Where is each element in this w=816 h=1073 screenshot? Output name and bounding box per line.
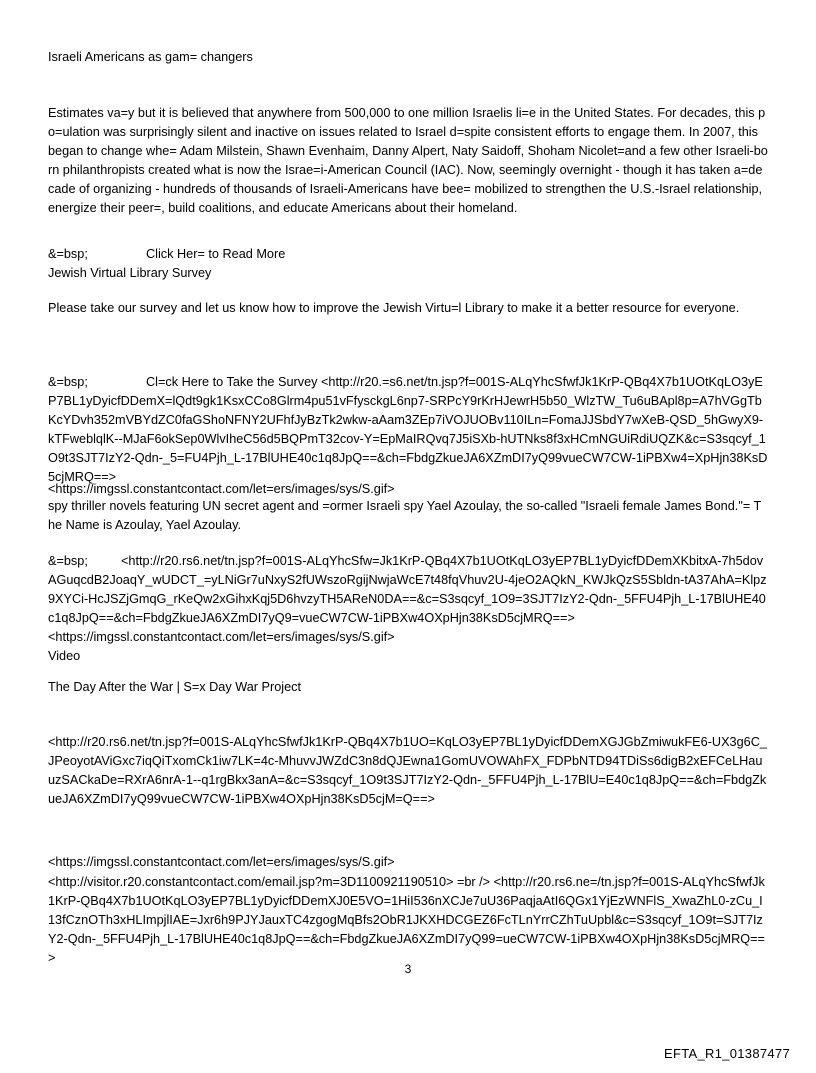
image-url[interactable]: <https://imgssl.constantcontact.com/let=ers/images/sys/S.gif>	[48, 482, 395, 496]
day-after-title: The Day After the War | S=x Day War Project	[48, 680, 302, 694]
survey-text: Please take our survey and let us know how to improve the Jewish Virtu=l Library to make it a better resource for everyone.	[48, 301, 740, 315]
bates-stamp: EFTA_R1_01387477	[664, 1046, 790, 1061]
click-here-read-more-link[interactable]: Click Her= to Read More	[146, 247, 286, 261]
tracking-link-4[interactable]: <http://visitor.r20.constantcontact.com/email.jsp?m=3D1100921190510> =br /> <http://r20.rs6.ne=/tn.jsp?f=001S-ALqYhcSfwfJk1KrP-QBq4X7b1UOtKqLO3yEP7BL1yDyicfDDemXJ0E5VO=1HiI536nXCJe7uU36PaqjaAtI6QGx1YjEzWNFlS_XwaZhL0-zCu_I13fCznOTh3xHLImpjlIAE=Jxr6h9PJYJauxTC4zgogMqBfs2ObR1JKXHDCGEZ6FcTLnYrrCZhTuUpbl&c=S3sqcyf_1O9t=SJT7IzY2-Qdn-_5FFU4Pjh_L-17BlUHE40c1q8JpQ==&ch=FbdgZkueJA6XZmDI7yQ99=ueCW7CW-1iPBXw4OXpHjn38KsD5cjMRQ==>	[48, 875, 765, 965]
video-label: Video	[48, 649, 81, 663]
nbsp-entity: &=bsp;	[48, 247, 88, 261]
survey-heading: Jewish Virtual Library Survey	[48, 266, 212, 280]
tracking-link-2[interactable]: <http://r20.rs6.net/tn.jsp?f=001S-ALqYhcSfw=Jk1KrP-QBq4X7b1UOtKqLO3yEP7BL1yDyicfDDemXKbitxA-7h5dovAGuqcdB2JoaqY_wUDCT_=yLNiGr7uNxyS2fUWszoRgijNwjaWcE7t48fqVhuv2U-4jeO2AQkN_KWJkQzS5Sbldn-tA37AhA=Klpz9XYCi-HcJSZjGmqG_rKeQw2xGihxKqj5D6hvzyTH5AReN0DA==&c=S3sqcyf_1O9=3SJT7IzY2-Qdn-_5FFU4Pjh_L-17BlUHE40c1q8JpQ==&ch=FbdgZkueJA6XZmDI7yQ9=vueCW7CW-1iPBXw4OXpHjn38KsD5cjMRQ==>	[48, 554, 767, 625]
nbsp-entity: &=bsp;	[48, 375, 88, 389]
page-number: 3	[404, 962, 412, 976]
tracking-link-3[interactable]: <http://r20.rs6.net/tn.jsp?f=001S-ALqYhcSfwfJk1KrP-QBq4X7b1UO=KqLO3yEP7BL1yDyicfDDemXGJGbZmiwukFE6-UX3g6C_JPeoyotAViGxc7iqQiTxomCk1iw7LK=4c-MhuvvJWZdC3n8dQJEwna1GomUVOWAhFX_FDPbNTD94TDiSs6digB2xEFCeLHauuzSACkaDe=RXrA6nrA-1--q1rgBkx3anA=&c=S3sqcyf_1O9t3SJT7IzY2-Qdn-_5FFU4Pjh_L-17BlU=E40c1q8JpQ==&ch=FbdgZkueJA6XZmDI7yQ99vueCW7CW-1iPBXw4OXpHjn38KsD5cjM=Q==>	[48, 735, 767, 806]
heading: Israeli Americans as gam= changers	[48, 50, 253, 64]
take-survey-link[interactable]: Cl=ck Here to Take the Survey <http://r20.=s6.net/tn.jsp?f=001S-ALqYhcSfwfJk1KrP-QBq4X7b1UOtKqLO3yEP7BL1yDyicfDDemX=lQdt9gk1KsxCCo8Glrm4pu51vFfysckgL6np7-SRPcY9rKrHJewrH5b50_WlzTW_Tu6uBApl8p=A7hVGgTbKcYDvh352mVBYdZC0faGShoNFNY2UFhfJyBzTk2wkw-aAam3ZEp7iVOJUOBv110ILn=FomaJJSbdY7wXeB-QSD_5hGwyX9-kTFweblqlK--MJaF6okSep0WlvIheC56d5BQPmT32cov-Y=EpMaIRQvq7J5iSXb-hUTNks8f3xHCmNGUiRdiUQZK&c=S3sqcyf_1O9t3SJT7IzY2-Qdn-_5=FU4Pjh_L-17BlUHE40c1q8JpQ==&ch=FbdgZkueJA6XZmDI7yQ99vueCW7CW-1iPBXw4=XpHjn38KsD5cjMRQ==>	[48, 375, 768, 484]
link-block-2	[48, 552, 768, 628]
nbsp-entity: &=bsp;	[48, 554, 88, 568]
spy-novel-text: spy thriller novels featuring UN secret agent and =ormer Israeli spy Yael Azoulay, the so-called "Israeli female James Bond."= The Name is Azoulay, Yael Azoulay.	[48, 499, 762, 532]
read-more-line	[48, 245, 768, 264]
intro-paragraph: Estimates va=y but it is believed that anywhere from 500,000 to one million Israelis li=e in the United States. For decades, this po=ulation was surprisingly silent and inactive on issues related to Israel d=spite consistent efforts to engage them. In 2007, this began to change whe= Adam Milstein, Shawn Evenhaim, Danny Alpert, Naty Saidoff, Shoham Nicolet=and a few other Israeli-born philanthropists created what is now the Israe=i-American Council (IAC). Now, seemingly overnight - though it has taken a=decade of organizing - hundreds of thousands of Israeli-Americans have bee= mobilized to strengthen the U.S.-Israel relationship, energize their peer=, build coalitions, and educate Americans about their homeland.	[48, 106, 768, 215]
image-url[interactable]: <https://imgssl.constantcontact.com/let=ers/images/sys/S.gif>	[48, 855, 395, 869]
survey-link-block	[48, 373, 768, 487]
image-url[interactable]: <https://imgssl.constantcontact.com/let=ers/images/sys/S.gif>	[48, 630, 395, 644]
